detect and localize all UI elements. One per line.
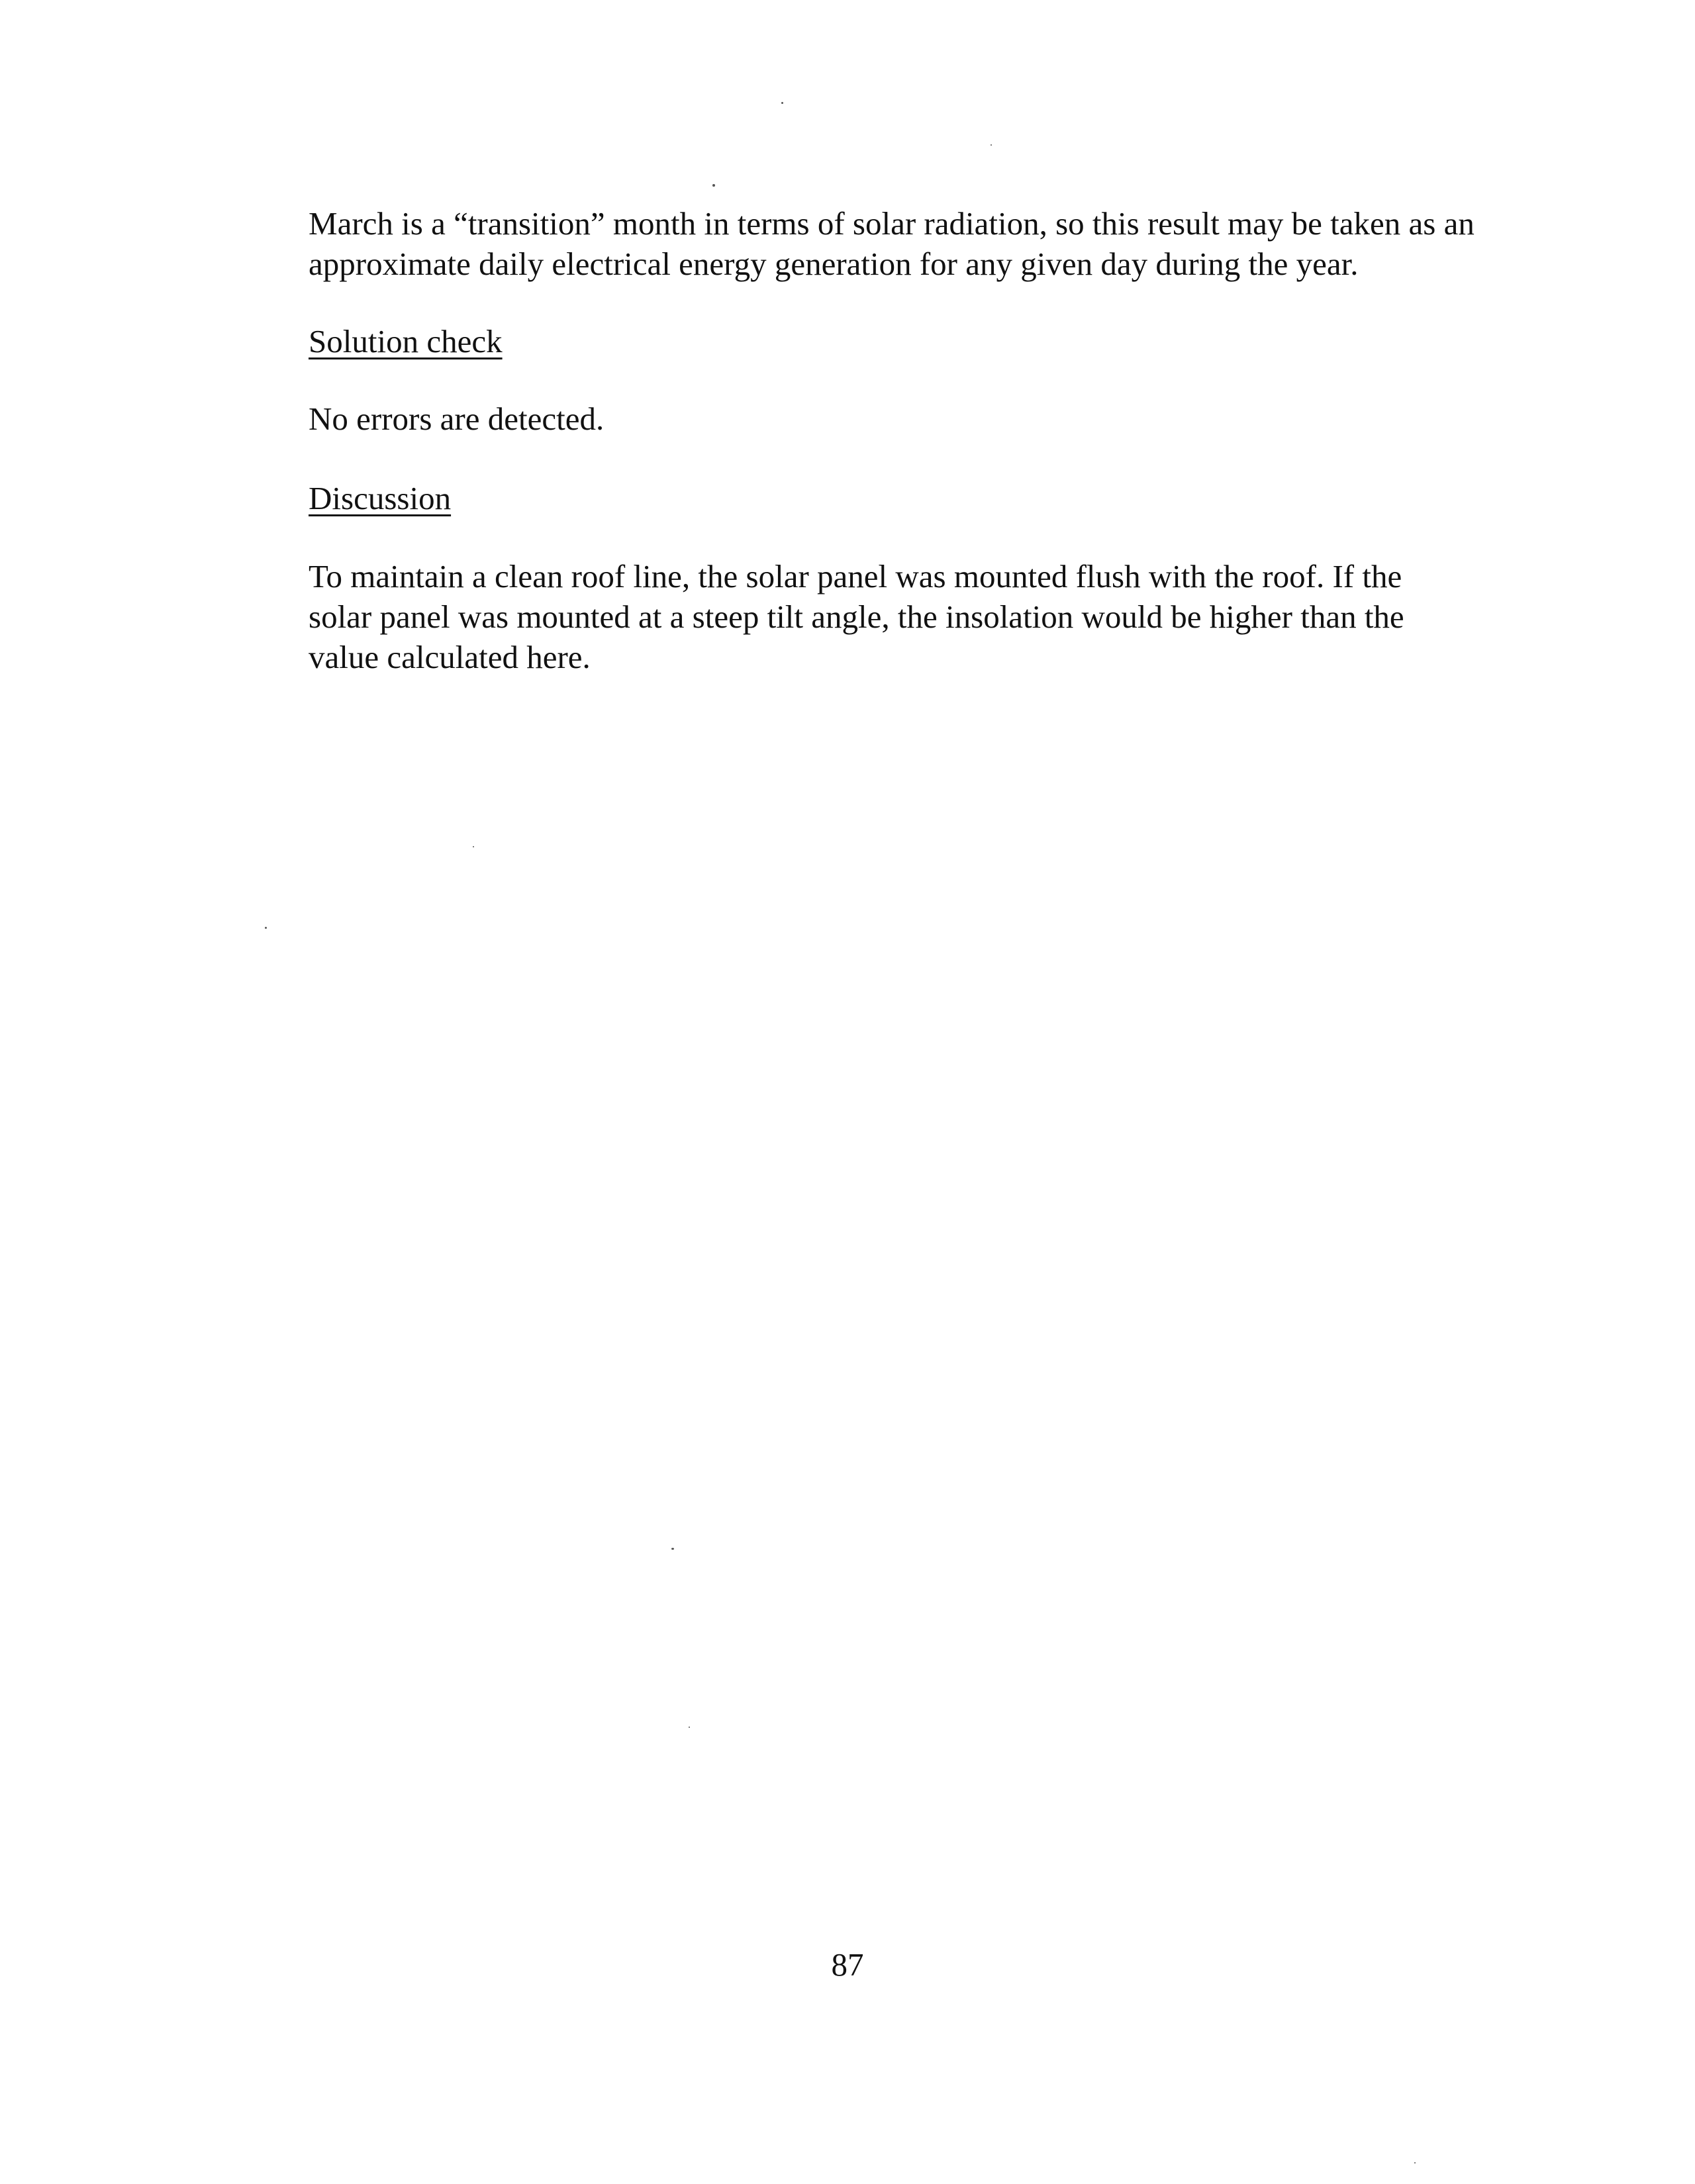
heading-solution-check: Solution check (309, 323, 503, 359)
scan-speck (473, 846, 474, 847)
paragraph-no-errors (309, 399, 1540, 439)
scan-speck (265, 927, 267, 929)
scan-speck (1414, 2162, 1416, 2163)
scan-speck (991, 144, 992, 146)
paragraph-line: solar panel was mounted at a steep tilt angle, the insolation would be higher than the (309, 598, 1404, 635)
scan-speck (712, 184, 715, 187)
scan-speck (689, 1727, 690, 1728)
paragraph-line: approximate daily electrical energy generation for any given day during the year. (309, 246, 1359, 282)
paragraph-line: value calculated here. (309, 639, 591, 675)
paragraph-transition-month (309, 203, 1540, 284)
heading-discussion: Discussion (309, 480, 452, 516)
paragraph-line: March is a “transition” month in terms of solar radiation, so this result may be taken as an (309, 205, 1475, 242)
paragraph-line: No errors are detected. (309, 401, 605, 437)
paragraph-line: To maintain a clean roof line, the solar panel was mounted flush with the roof. If the (309, 558, 1402, 594)
scan-speck (671, 1548, 674, 1550)
paragraph-discussion (309, 556, 1540, 677)
page-number: 87 (831, 1946, 864, 1983)
scan-speck (781, 102, 783, 104)
